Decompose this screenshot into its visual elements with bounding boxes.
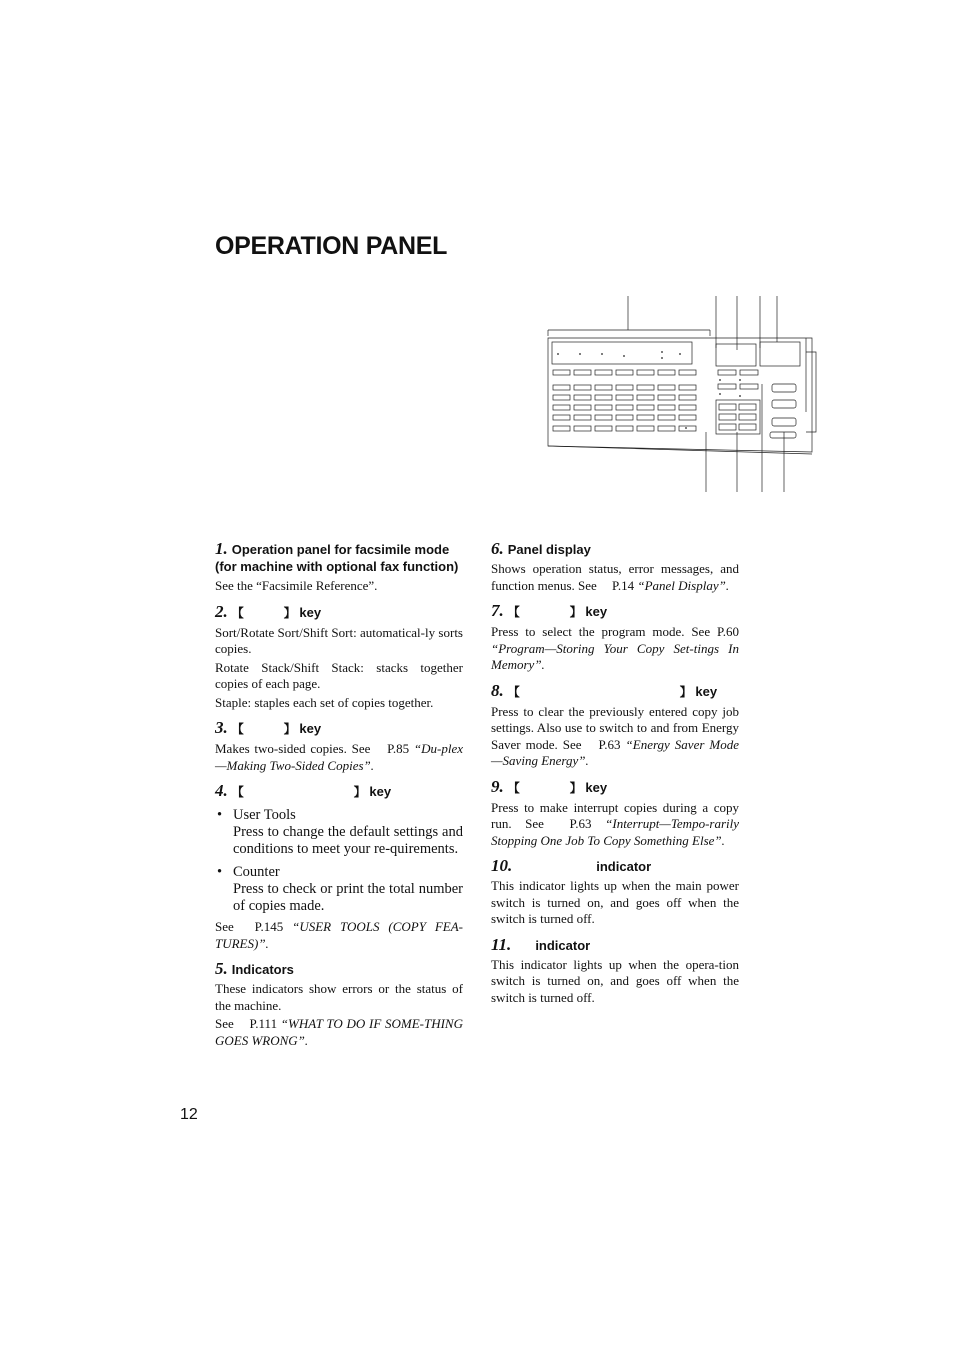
item-heading: 3. 【 】 key bbox=[215, 718, 322, 737]
item-11 bbox=[491, 936, 739, 1007]
item-6 bbox=[491, 540, 739, 594]
item-10 bbox=[491, 857, 739, 928]
item-heading: 6. Panel display bbox=[491, 539, 591, 558]
item-description: Shows operation status, error messages, and function menus. See P.14 “Panel Display”. bbox=[491, 561, 739, 593]
item-7 bbox=[491, 602, 739, 674]
operation-panel-illustration bbox=[540, 292, 820, 494]
item-5 bbox=[215, 960, 463, 1049]
item-description: See the “Facsimile Reference”. bbox=[215, 578, 378, 593]
item-description: Makes two-sided copies. See P.85 “Du-plex—Making Two-Sided Copies”. bbox=[215, 741, 463, 773]
item-4 bbox=[215, 782, 463, 952]
item-description: Staple: staples each set of copies together. bbox=[215, 694, 434, 710]
right-column bbox=[491, 540, 739, 1014]
item-description: Press to clear the previously entered copy job settings. Also use to switch to and from Energy Saver mode. See P.63 “Energy Saver Mode—Saving Energy”. bbox=[491, 703, 739, 768]
item-description: Sort/Rotate Sort/Shift Sort: automatical-ly sorts copies. bbox=[215, 624, 463, 656]
item-description: Rotate Stack/Shift Stack: stacks together copies of each page. bbox=[215, 659, 463, 691]
item-heading: 2. 【 】 key bbox=[215, 601, 322, 621]
bullet-item: • User Tools Press to change the default settings and conditions to meet your re-quirements. bbox=[217, 807, 463, 857]
bullet-item: • Counter Press to check or print the total number of copies made. bbox=[217, 864, 463, 914]
item-description: Press to select the program mode. See P.60 “Program—Storing Your Copy Set-tings In Memory”. bbox=[491, 624, 739, 672]
item-8 bbox=[491, 682, 739, 770]
item-heading: 1. Operation panel for facsimile mode (for machine with optional fax function) bbox=[215, 539, 459, 574]
item-description: This indicator lights up when the main power switch is turned on, and goes off when the switch is turned off. bbox=[491, 878, 739, 926]
page-title: OPERATION PANEL bbox=[215, 232, 448, 260]
left-column bbox=[215, 540, 463, 1057]
page-number: 12 bbox=[180, 1106, 198, 1123]
item-heading: 4. 【 】 key bbox=[215, 781, 392, 800]
item-description: This indicator lights up when the opera-tion switch is turned on, and goes off when the switch is turned off. bbox=[491, 956, 739, 1005]
item-description: These indicators show errors or the status of the machine. bbox=[215, 981, 463, 1013]
item-3 bbox=[215, 719, 463, 774]
item-2 bbox=[215, 603, 463, 712]
item-heading: 9. 【 】 key bbox=[491, 776, 608, 796]
item-1 bbox=[215, 540, 463, 595]
item-9 bbox=[491, 778, 739, 850]
item-heading: 7. 【 】 key bbox=[491, 601, 608, 620]
item-description: Press to make interrupt copies during a copy run. See P.63 “Interrupt—Tempo-rarily Stopping One Job To Copy Something Else”. bbox=[491, 799, 740, 848]
item-heading: 8. 【 】 key bbox=[491, 680, 718, 700]
item-heading: 11. indicator bbox=[491, 934, 591, 954]
item-heading: 10. indicator bbox=[491, 856, 652, 875]
item-heading: 5. Indicators bbox=[215, 959, 294, 978]
item-description: See P.111 “WHAT TO DO IF SOME-THING GOES WRONG”. bbox=[215, 1016, 463, 1048]
item-description: See P.145 “USER TOOLS (COPY FEA-TURES)”. bbox=[215, 919, 463, 951]
